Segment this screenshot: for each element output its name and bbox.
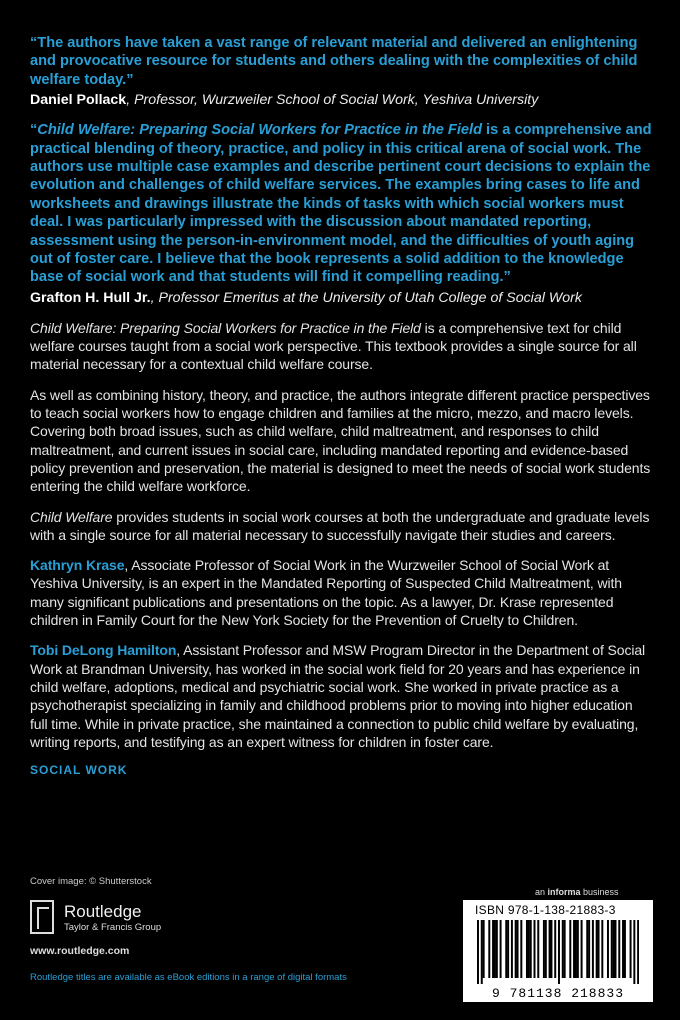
barcode-bar bbox=[554, 920, 556, 978]
barcode-bar bbox=[528, 920, 530, 978]
barcode-bar bbox=[618, 920, 620, 978]
barcode-bar bbox=[586, 920, 588, 978]
quote-1-author: Daniel Pollack bbox=[30, 92, 127, 109]
barcode-bar bbox=[601, 920, 603, 978]
barcode-bar bbox=[526, 920, 528, 978]
publisher-logo bbox=[30, 900, 230, 940]
author-2-bio: , Assistant Professor and MSW Program Director in the Department of Social Work at Brandman University, has worked in the social work field for 20 years and has experience in child welfare, adoptions, medical and psychiatric social work. She worked in private practice as a psychotherapist specializing in family and childhood problems prior to moving into higher education full time. While in private practice, she maintained a connection to public child welfare by evaluating, writing reports, and testifying as an expert witness for children in foster care. bbox=[30, 642, 646, 750]
quote-1-attribution bbox=[30, 91, 652, 110]
barcode-bar bbox=[534, 920, 536, 978]
barcode-bar bbox=[537, 920, 539, 978]
quote-2-author: Grafton H. Hull Jr. bbox=[30, 289, 151, 306]
informa-business bbox=[535, 887, 619, 897]
barcode-bar bbox=[575, 920, 577, 978]
author-1-bio: , Associate Professor of Social Work in the Wurzweiler School of Social Work at Yeshiva University, is an expert in the Mandated Reporting of Suspected Child Maltreatment, with many significant publications and presentations on the topic. As a lawyer, Dr. Krase represented children in Family Court for the New York Society for the Prevention of Cruelty to Children. bbox=[30, 557, 622, 629]
publisher-group: Taylor & Francis Group bbox=[64, 922, 162, 933]
barcode-bar bbox=[577, 920, 579, 978]
barcode-bar bbox=[598, 920, 600, 978]
publisher-name: Routledge bbox=[64, 902, 142, 921]
barcode-bar bbox=[630, 920, 632, 978]
barcode-bar bbox=[588, 920, 590, 978]
barcode-bar bbox=[549, 920, 551, 978]
barcode-bar bbox=[596, 920, 598, 978]
barcode-bar bbox=[520, 920, 522, 978]
author-bio-2 bbox=[30, 641, 652, 751]
publisher-website: www.routledge.com bbox=[30, 945, 130, 957]
barcode-bar bbox=[477, 920, 479, 984]
barcode-bar bbox=[545, 920, 547, 978]
barcode-bar bbox=[573, 920, 575, 978]
description-paragraph-3 bbox=[30, 508, 652, 545]
quote-2-text: is a comprehensive and practical blending of theory, practice, and policy in this critical arena of social work. The authors use multiple case examples and describe pertinent court decisions to explain the evolution and challenges of child welfare services. The examples bring cases to life and worksheets and drawings illustrate the kinds of tasks with which social workers must deal. I was particularly impressed with the discussion about mandated reporting, assessment using the person-in-environment model, and the difficulties of youth aging out of foster care. I believe that the book represents a solid addition to the knowledge base of social work and that students will find it compelling reading.” bbox=[30, 122, 652, 286]
barcode-bar bbox=[607, 920, 609, 978]
informa-prefix: an bbox=[535, 887, 548, 897]
barcode-bar bbox=[488, 920, 490, 978]
barcode-digits: 9 781138 218833 bbox=[491, 986, 625, 1001]
barcode-bar bbox=[615, 920, 617, 978]
barcode-bar bbox=[592, 920, 594, 978]
author-2-name: Tobi DeLong Hamilton bbox=[30, 642, 177, 659]
description-short-title: Child Welfare bbox=[30, 508, 113, 525]
description-title: Child Welfare: Preparing Social Workers for Practice in the Field bbox=[30, 319, 421, 336]
barcode-bar bbox=[511, 920, 513, 978]
barcode-bar bbox=[515, 920, 517, 978]
barcode-bar bbox=[517, 920, 519, 978]
barcode-bar bbox=[613, 920, 615, 978]
barcode-bar bbox=[492, 920, 494, 978]
barcode-bar bbox=[543, 920, 545, 978]
description-text-1: is a comprehensive text for child welfare courses taught from a social work perspective. This textbook provides a single source for all material necessary for a contextual child welfare course. bbox=[30, 319, 637, 373]
barcode-bar bbox=[483, 920, 485, 978]
quote-2-attribution bbox=[30, 289, 652, 308]
barcode-bar bbox=[581, 920, 583, 978]
barcode-bar bbox=[637, 920, 639, 984]
barcode-bar bbox=[500, 920, 502, 978]
barcode-bar bbox=[530, 920, 532, 978]
quote-1-affiliation: , Professor, Wurzweiler School of Social Work, Yeshiva University bbox=[126, 92, 539, 109]
barcode-bar bbox=[494, 920, 496, 978]
informa-brand: informa bbox=[547, 887, 581, 897]
informa-suffix: business bbox=[580, 887, 619, 897]
barcode-panel bbox=[463, 900, 653, 1002]
barcode-bar bbox=[550, 920, 552, 978]
barcode-icon bbox=[477, 920, 639, 984]
barcode-bar bbox=[569, 920, 571, 978]
quote-2-open: “ bbox=[30, 122, 38, 139]
cover-credit: Cover image: © Shutterstock bbox=[30, 876, 152, 887]
barcode-bar bbox=[611, 920, 613, 978]
description-text-3: provides students in social work courses at both the undergraduate and graduate levels with a single source for all material necessary to successfully navigate their studies and careers. bbox=[30, 508, 650, 543]
barcode-bar bbox=[624, 920, 626, 978]
routledge-logo-icon bbox=[30, 900, 54, 934]
description-paragraph-2: As well as combining history, theory, and practice, the authors integrate different practice perspectives to teach social workers how to engage children and families at the micro, mezzo, and macro levels. Covering both broad issues, such as child welfare, child maltreatment, and responses to child maltreatment, and current issues in social care, including mandated reporting and evidence-based policy prevention and preservation, the material is designed to meet the needs of social work students entering the child welfare workforce. bbox=[30, 386, 651, 495]
quote-2 bbox=[30, 121, 652, 287]
barcode-bar bbox=[622, 920, 624, 978]
barcode-bar bbox=[496, 920, 498, 978]
barcode-bar bbox=[564, 920, 566, 978]
quote-2-title: Child Welfare: Preparing Social Workers for Practice in the Field bbox=[37, 122, 482, 139]
subject-category: SOCIAL WORK bbox=[30, 763, 128, 778]
barcode-bar bbox=[505, 920, 507, 978]
barcode-bar bbox=[558, 920, 560, 984]
author-bio-1 bbox=[30, 556, 652, 629]
barcode-bar bbox=[481, 920, 483, 984]
barcode-bar bbox=[507, 920, 509, 978]
author-1-name: Kathryn Krase bbox=[30, 557, 125, 574]
quote-2-affiliation: , Professor Emeritus at the University of Utah College of Social Work bbox=[150, 289, 582, 306]
barcode-bar bbox=[633, 920, 635, 984]
content bbox=[30, 34, 652, 777]
isbn-text: ISBN 978-1-138-21883-3 bbox=[475, 903, 616, 917]
description-paragraph-1 bbox=[30, 319, 652, 374]
barcode-bar bbox=[562, 920, 564, 978]
quote-1: “The authors have taken a vast range of relevant material and delivered an enlightening and provocative resource for students and others dealing with the complexities of child welfare today.” bbox=[30, 35, 638, 88]
ebook-note: Routledge titles are available as eBook editions in a range of digital formats bbox=[30, 972, 347, 983]
